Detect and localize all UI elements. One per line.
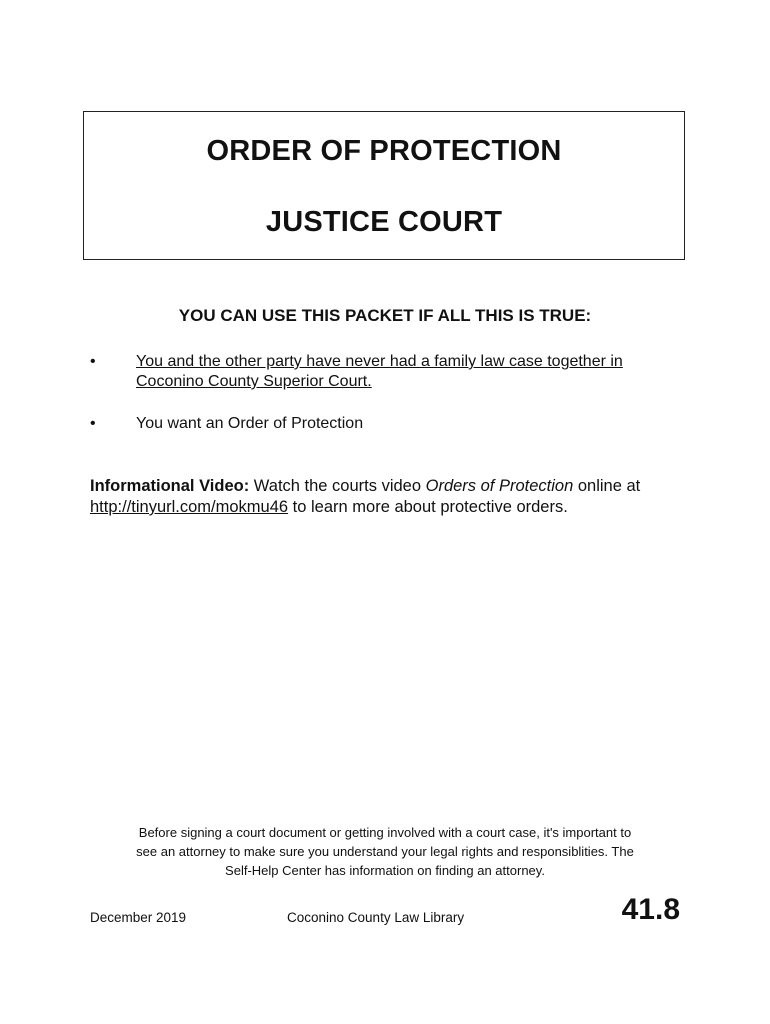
- title-order-of-protection: ORDER OF PROTECTION: [206, 135, 562, 167]
- info-text: online at: [573, 477, 641, 495]
- informational-video-paragraph: [90, 476, 690, 518]
- condition-text: [136, 352, 696, 392]
- video-link[interactable]: http://tinyurl.com/mokmu46: [90, 498, 289, 516]
- attorney-disclaimer: [80, 823, 690, 880]
- video-title: Orders of Protection: [425, 477, 574, 495]
- info-text: to learn more about protective orders.: [288, 498, 568, 516]
- info-text: Watch the courts video: [249, 477, 426, 495]
- info-label: Informational Video:: [90, 477, 250, 495]
- form-number: 41.8: [621, 893, 680, 926]
- footer-library: Coconino County Law Library: [287, 910, 465, 925]
- disclaimer-line: see an attorney to make sure you understand your legal rights and responsiblities. The: [136, 844, 634, 859]
- disclaimer-line: Self-Help Center has information on finding an attorney.: [225, 863, 545, 878]
- bullet-icon: •: [90, 415, 96, 432]
- title-justice-court: JUSTICE COURT: [265, 206, 503, 238]
- condition-text-line: You and the other party have never had a family law case together in: [136, 353, 623, 370]
- title-box: [83, 111, 685, 260]
- condition-text: You want an Order of Protection: [136, 415, 364, 432]
- condition-text-line: Coconino County Superior Court.: [136, 373, 372, 390]
- footer-date: December 2019: [90, 910, 187, 925]
- packet-heading: YOU CAN USE THIS PACKET IF ALL THIS IS TRUE:: [178, 306, 592, 325]
- disclaimer-line: Before signing a court document or getting involved with a court case, it's important to: [138, 825, 632, 840]
- bullet-icon: •: [90, 353, 96, 370]
